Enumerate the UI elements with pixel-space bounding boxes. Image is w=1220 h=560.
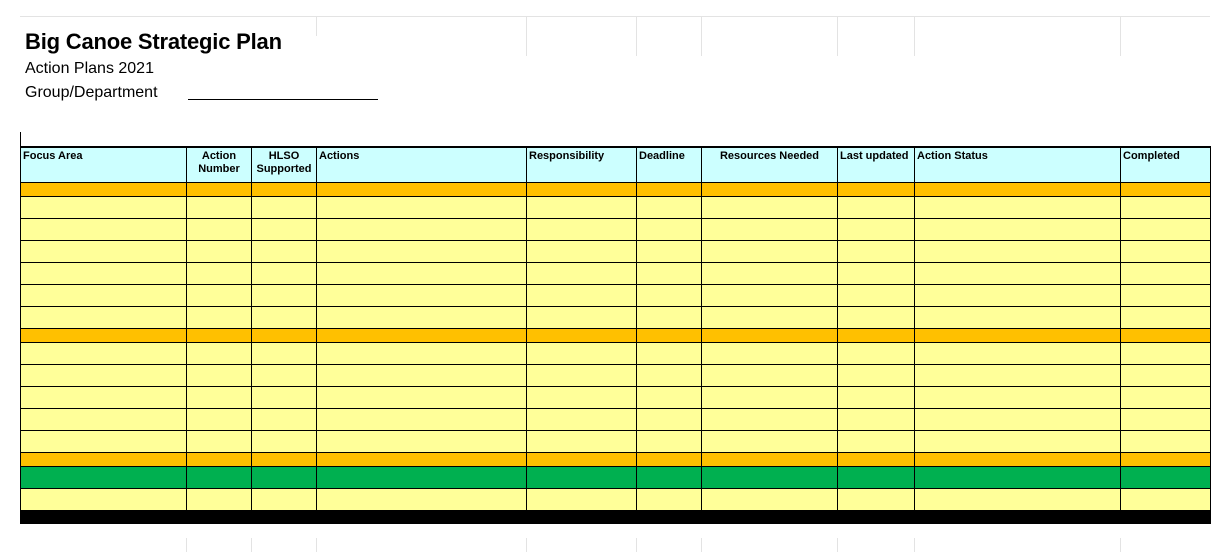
table-cell[interactable] [527, 307, 637, 329]
table-cell[interactable] [915, 263, 1121, 285]
table-cell[interactable] [187, 467, 252, 489]
sheet-title: Big Canoe Strategic Plan [25, 29, 282, 54]
gridline [914, 16, 915, 56]
table-cell[interactable] [915, 489, 1121, 511]
table-cell[interactable] [838, 387, 915, 409]
table-cell[interactable] [252, 453, 317, 467]
table-cell[interactable] [637, 489, 702, 511]
table-cell[interactable] [21, 387, 187, 409]
table-cell [1121, 511, 1211, 524]
table-cell[interactable] [317, 285, 527, 307]
table-cell[interactable] [317, 307, 527, 329]
table-cell[interactable] [252, 489, 317, 511]
table-cell[interactable] [21, 241, 187, 263]
table-cell[interactable] [915, 285, 1121, 307]
table-cell[interactable] [637, 365, 702, 387]
table-cell[interactable] [1121, 453, 1211, 467]
table-cell[interactable] [187, 241, 252, 263]
table-row-yellow [21, 409, 1211, 431]
table-cell[interactable] [702, 489, 838, 511]
table-cell[interactable] [317, 197, 527, 219]
table-cell[interactable] [915, 467, 1121, 489]
table-cell[interactable] [252, 183, 317, 197]
table-cell[interactable] [1121, 329, 1211, 343]
table-cell[interactable] [527, 365, 637, 387]
table-cell[interactable] [702, 453, 838, 467]
table-cell[interactable] [702, 343, 838, 365]
gridline [251, 538, 252, 552]
gridline [526, 538, 527, 552]
table-cell[interactable] [1121, 343, 1211, 365]
header-completed[interactable]: Completed [1121, 147, 1211, 183]
table-cell[interactable] [1121, 219, 1211, 241]
table-row-orange [21, 183, 1211, 197]
table-cell[interactable] [317, 467, 527, 489]
table-cell[interactable] [1121, 365, 1211, 387]
table-cell[interactable] [915, 197, 1121, 219]
table-cell[interactable] [702, 183, 838, 197]
table-cell[interactable] [915, 183, 1121, 197]
table-cell[interactable] [637, 431, 702, 453]
table-cell [527, 511, 637, 524]
header-focus-area[interactable]: Focus Area [21, 147, 187, 183]
gridline [316, 538, 317, 552]
table-cell[interactable] [527, 197, 637, 219]
table-cell[interactable] [252, 431, 317, 453]
table-cell[interactable] [637, 387, 702, 409]
table-cell[interactable] [1121, 467, 1211, 489]
table-cell[interactable] [252, 197, 317, 219]
table-cell[interactable] [527, 409, 637, 431]
table-cell[interactable] [527, 263, 637, 285]
table-cell[interactable] [637, 343, 702, 365]
table-cell[interactable] [915, 387, 1121, 409]
table-cell[interactable] [915, 431, 1121, 453]
table-cell[interactable] [702, 467, 838, 489]
table-cell[interactable] [1121, 307, 1211, 329]
table-cell[interactable] [838, 285, 915, 307]
table-row-yellow [21, 489, 1211, 511]
table-cell[interactable] [915, 409, 1121, 431]
table-cell[interactable] [317, 219, 527, 241]
table-cell[interactable] [21, 453, 187, 467]
table-cell[interactable] [21, 343, 187, 365]
table-cell[interactable] [21, 409, 187, 431]
group-department-label: Group/Department [25, 84, 158, 101]
gridline [1120, 16, 1121, 56]
table-left-rule [20, 132, 21, 147]
table-cell[interactable] [252, 263, 317, 285]
header-hlso-supported[interactable]: HLSO Supported [252, 147, 317, 183]
table-cell[interactable] [838, 241, 915, 263]
table-row-black [21, 511, 1211, 524]
table-cell[interactable] [317, 329, 527, 343]
table-cell [838, 511, 915, 524]
table-cell[interactable] [252, 219, 317, 241]
table-cell[interactable] [838, 329, 915, 343]
table-cell[interactable] [702, 329, 838, 343]
table-cell [637, 511, 702, 524]
table-cell[interactable] [527, 467, 637, 489]
table-cell[interactable] [702, 409, 838, 431]
table-cell [187, 511, 252, 524]
gridline [1120, 538, 1121, 552]
table-cell[interactable] [252, 365, 317, 387]
table-cell[interactable] [187, 343, 252, 365]
gridline [837, 538, 838, 552]
table-cell[interactable] [21, 285, 187, 307]
table-cell[interactable] [317, 263, 527, 285]
header-action-status[interactable]: Action Status [915, 147, 1121, 183]
action-plan-table [20, 146, 1211, 524]
table-cell[interactable] [702, 241, 838, 263]
table-cell[interactable] [527, 489, 637, 511]
table-row-orange [21, 453, 1211, 467]
table-cell[interactable] [252, 343, 317, 365]
table-cell[interactable] [252, 387, 317, 409]
table-cell[interactable] [637, 285, 702, 307]
table-cell[interactable] [1121, 387, 1211, 409]
table-cell[interactable] [21, 431, 187, 453]
table-cell[interactable] [915, 329, 1121, 343]
table-cell[interactable] [527, 219, 637, 241]
table-cell[interactable] [1121, 241, 1211, 263]
table-row-yellow [21, 197, 1211, 219]
table-row-yellow [21, 219, 1211, 241]
header-deadline[interactable]: Deadline [637, 147, 702, 183]
table-row-yellow [21, 307, 1211, 329]
table-cell[interactable] [317, 183, 527, 197]
table-cell[interactable] [317, 365, 527, 387]
table-cell[interactable] [838, 409, 915, 431]
table-cell[interactable] [1121, 197, 1211, 219]
table-cell[interactable] [1121, 183, 1211, 197]
table-cell[interactable] [838, 219, 915, 241]
header-responsibility[interactable]: Responsibility [527, 147, 637, 183]
table-cell[interactable] [187, 453, 252, 467]
table-cell[interactable] [915, 241, 1121, 263]
table-cell[interactable] [527, 241, 637, 263]
table-cell[interactable] [21, 197, 187, 219]
table-cell[interactable] [187, 183, 252, 197]
gridline [636, 16, 637, 56]
table-cell[interactable] [317, 409, 527, 431]
table-cell[interactable] [637, 263, 702, 285]
table-cell[interactable] [527, 343, 637, 365]
table-cell[interactable] [702, 307, 838, 329]
table-cell[interactable] [21, 329, 187, 343]
group-department-field[interactable] [188, 99, 378, 100]
table-cell[interactable] [317, 387, 527, 409]
table-cell[interactable] [21, 307, 187, 329]
table-cell[interactable] [838, 197, 915, 219]
table-cell[interactable] [317, 241, 527, 263]
table-cell[interactable] [21, 263, 187, 285]
table-cell[interactable] [252, 329, 317, 343]
table-cell[interactable] [187, 329, 252, 343]
table-cell[interactable] [252, 285, 317, 307]
gridline [837, 16, 838, 56]
table-row-yellow [21, 285, 1211, 307]
table-cell[interactable] [527, 387, 637, 409]
table-cell[interactable] [838, 453, 915, 467]
table-cell[interactable] [187, 219, 252, 241]
table-cell[interactable] [838, 489, 915, 511]
table-cell[interactable] [252, 409, 317, 431]
table-row-yellow [21, 343, 1211, 365]
gridline [701, 16, 702, 56]
table-cell[interactable] [1121, 489, 1211, 511]
table-cell[interactable] [637, 329, 702, 343]
header-last-updated[interactable]: Last updated [838, 147, 915, 183]
table-cell[interactable] [915, 219, 1121, 241]
sheet-subtitle: Action Plans 2021 [25, 60, 154, 77]
table-cell[interactable] [838, 431, 915, 453]
table-cell[interactable] [637, 241, 702, 263]
table-cell[interactable] [838, 343, 915, 365]
table-cell[interactable] [702, 219, 838, 241]
table-cell[interactable] [637, 409, 702, 431]
table-cell[interactable] [252, 241, 317, 263]
table-cell[interactable] [187, 285, 252, 307]
table-cell[interactable] [187, 365, 252, 387]
table-cell[interactable] [1121, 263, 1211, 285]
header-resources-needed[interactable]: Resources Needed [702, 147, 838, 183]
table-cell[interactable] [838, 263, 915, 285]
table-cell[interactable] [1121, 409, 1211, 431]
table-cell[interactable] [187, 197, 252, 219]
table-cell[interactable] [915, 343, 1121, 365]
gridline [526, 16, 527, 56]
table-header-row [21, 147, 1211, 183]
table-cell[interactable] [527, 329, 637, 343]
table-cell[interactable] [838, 183, 915, 197]
table-cell [21, 511, 187, 524]
table-cell[interactable] [915, 453, 1121, 467]
table-cell [915, 511, 1121, 524]
table-body [21, 183, 1211, 524]
header-actions[interactable]: Actions [317, 147, 527, 183]
table-cell[interactable] [21, 183, 187, 197]
table-cell[interactable] [187, 489, 252, 511]
table-cell[interactable] [21, 365, 187, 387]
table-row-yellow [21, 387, 1211, 409]
table-cell[interactable] [637, 453, 702, 467]
table-cell[interactable] [637, 307, 702, 329]
table-row-yellow [21, 241, 1211, 263]
table-row-orange [21, 329, 1211, 343]
header-action-number[interactable]: Action Number [187, 147, 252, 183]
table-cell[interactable] [187, 307, 252, 329]
table-row-yellow [21, 365, 1211, 387]
table-cell[interactable] [317, 489, 527, 511]
table-row-green [21, 467, 1211, 489]
table-cell[interactable] [702, 285, 838, 307]
gridline [701, 538, 702, 552]
table-cell [317, 511, 527, 524]
table-cell[interactable] [252, 467, 317, 489]
table-cell[interactable] [702, 263, 838, 285]
table-cell[interactable] [21, 489, 187, 511]
table-cell[interactable] [317, 431, 527, 453]
table-cell[interactable] [527, 183, 637, 197]
gridline [316, 16, 317, 36]
table-cell[interactable] [187, 431, 252, 453]
gridline [186, 538, 187, 552]
table-row-yellow [21, 431, 1211, 453]
table-cell[interactable] [702, 387, 838, 409]
table-cell[interactable] [187, 263, 252, 285]
table-cell [252, 511, 317, 524]
table-cell[interactable] [187, 387, 252, 409]
table-cell [702, 511, 838, 524]
gridline [914, 538, 915, 552]
table-cell[interactable] [252, 307, 317, 329]
table-cell[interactable] [637, 219, 702, 241]
table-cell[interactable] [1121, 285, 1211, 307]
table-cell[interactable] [637, 467, 702, 489]
table-cell[interactable] [637, 197, 702, 219]
table-cell[interactable] [527, 453, 637, 467]
table-cell[interactable] [838, 307, 915, 329]
gridline [20, 16, 1210, 17]
table-cell[interactable] [915, 365, 1121, 387]
table-row-yellow [21, 263, 1211, 285]
table-cell[interactable] [702, 365, 838, 387]
table-cell[interactable] [637, 183, 702, 197]
table-cell[interactable] [317, 453, 527, 467]
table-cell[interactable] [187, 409, 252, 431]
table-cell[interactable] [915, 307, 1121, 329]
table-cell[interactable] [702, 197, 838, 219]
table-cell[interactable] [1121, 431, 1211, 453]
table-cell[interactable] [527, 431, 637, 453]
table-cell[interactable] [838, 365, 915, 387]
table-cell[interactable] [702, 431, 838, 453]
table-cell[interactable] [21, 219, 187, 241]
table-cell[interactable] [527, 285, 637, 307]
gridline [636, 538, 637, 552]
table-cell[interactable] [21, 467, 187, 489]
table-cell[interactable] [838, 467, 915, 489]
table-cell[interactable] [317, 343, 527, 365]
